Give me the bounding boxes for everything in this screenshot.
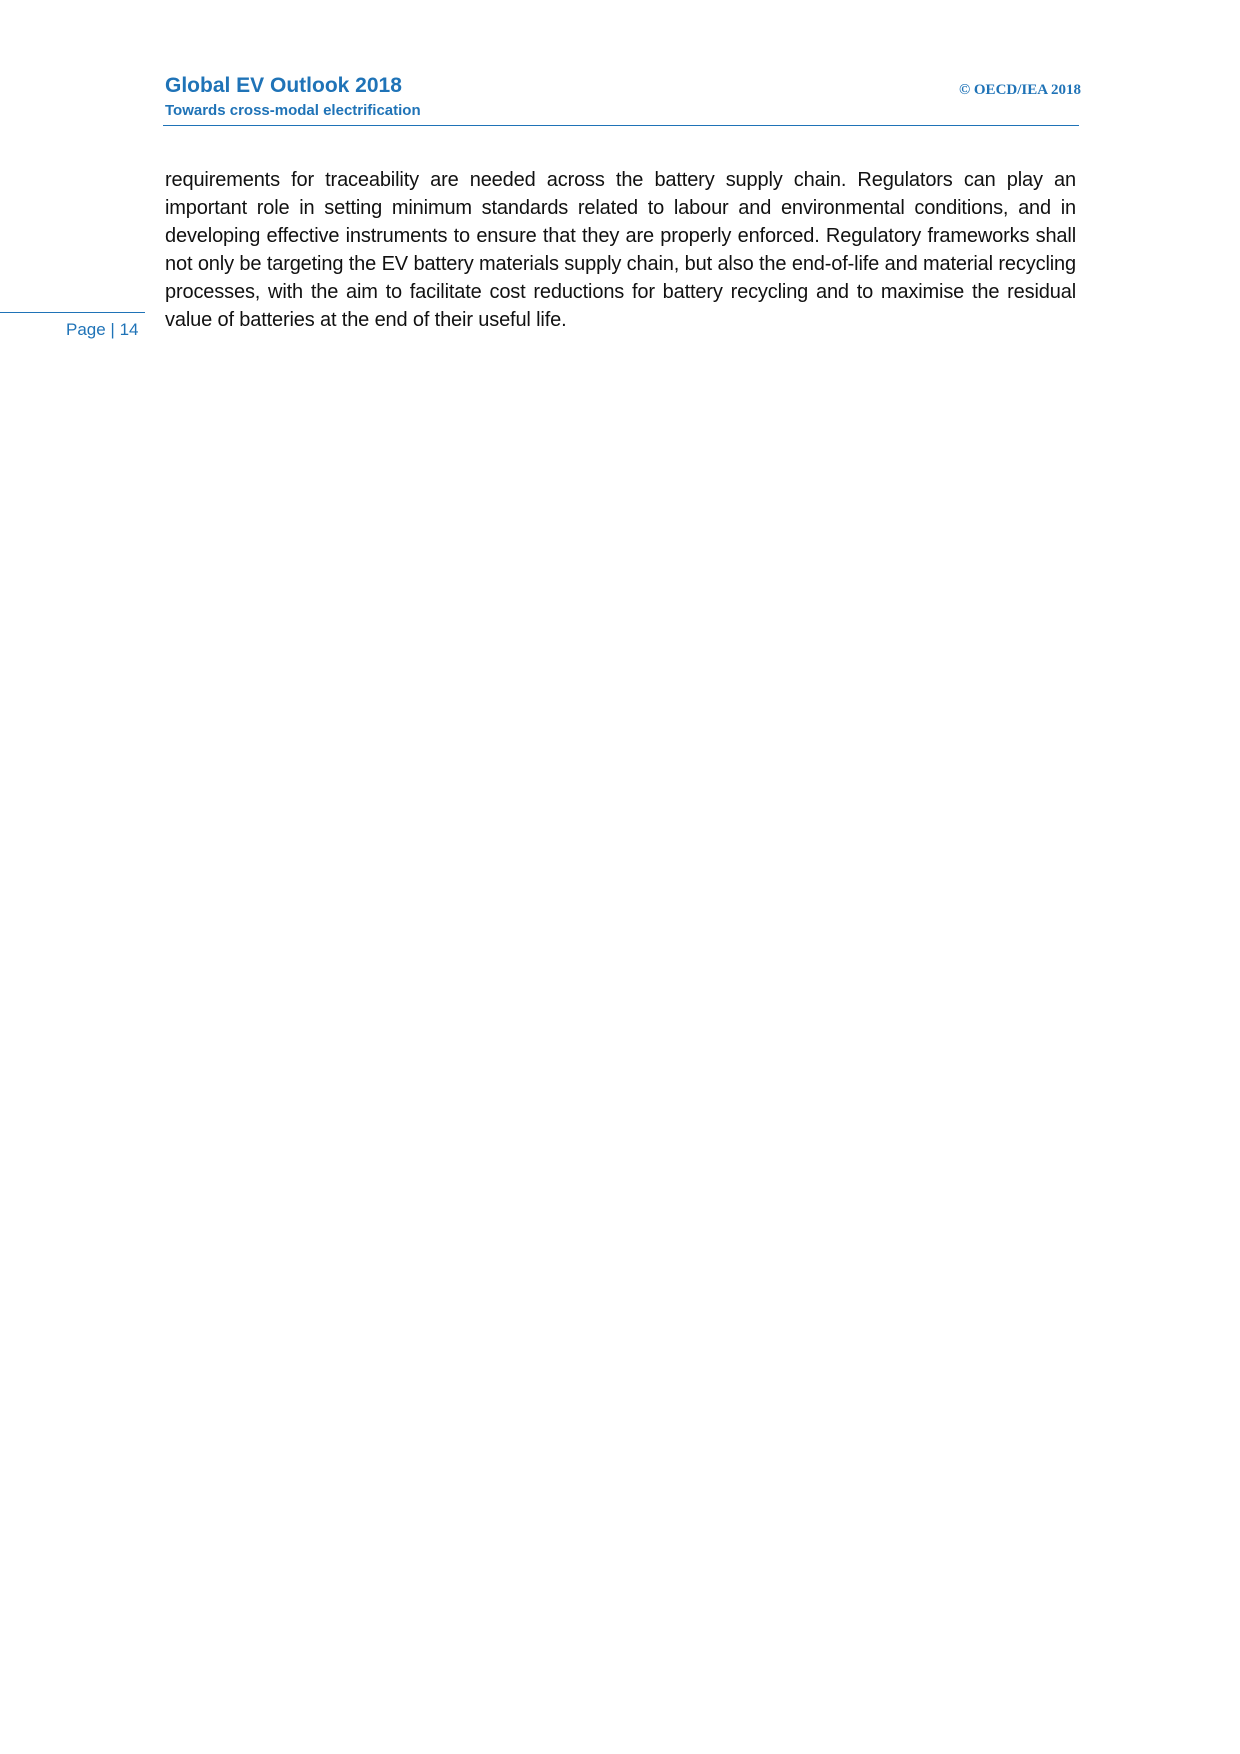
page-number: Page | 14 [66, 320, 139, 339]
header-divider [163, 125, 1079, 126]
document-subtitle: Towards cross-modal electrification [165, 102, 421, 119]
margin-divider [0, 312, 145, 313]
copyright-notice: © OECD/IEA 2018 [958, 82, 1081, 98]
document-title: Global EV Outlook 2018 [165, 74, 402, 97]
body-paragraph: requirements for traceability are needed across the battery supply chain. Regulators can play an important role in setting minimum standards related to labour and environmental conditions, and in developing effective instruments to ensure that they are properly enforced. Regulatory frameworks shall not only be targeting the EV battery materials supply chain, but also the end-of-life and material recycling processes, with the aim to facilitate cost reductions for battery recycling and to maximise the residual value of batteries at the end of their useful life. [165, 169, 1076, 331]
